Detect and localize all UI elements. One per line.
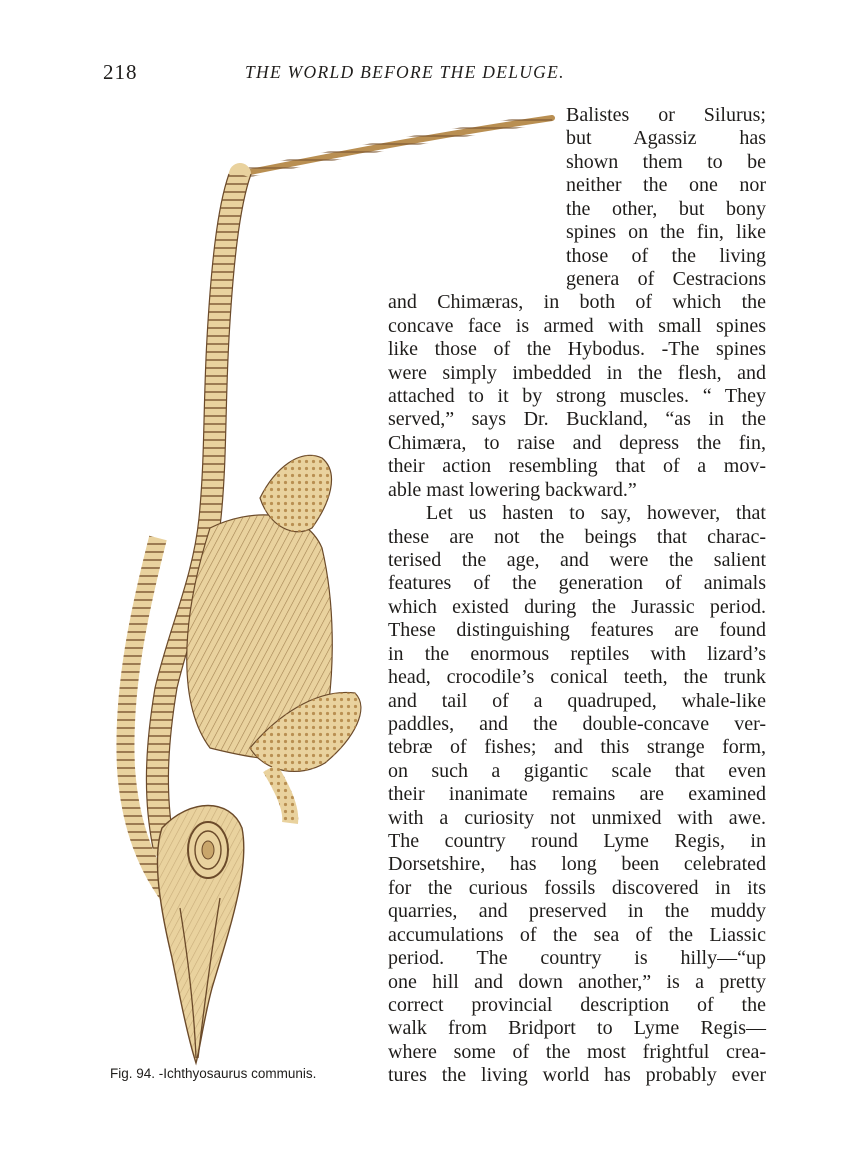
- text-line: those of the living: [566, 244, 766, 267]
- text-line: Balistes or Silurus;: [566, 104, 766, 126]
- text-line: one hill and down another,” is a pretty: [388, 970, 766, 993]
- text-line: spines on the fin, like: [566, 221, 766, 244]
- text-line: with a curiosity not unmixed with awe.: [388, 806, 766, 829]
- text-line: Dorsetshire, has long been celebrated: [388, 853, 766, 876]
- text-line: their inanimate remains are examined: [388, 783, 766, 806]
- text-line: the other, but bony: [566, 197, 766, 220]
- text-line: Let us hasten to say, however, that: [426, 502, 766, 525]
- text-line: Chimæra, to raise and depress the fin,: [388, 431, 766, 454]
- text-line: period. The country is hilly—“up: [388, 947, 766, 970]
- text-line: where some of the most frightful crea-: [388, 1040, 766, 1063]
- text-line: tures the living world has probably ever: [388, 1064, 766, 1087]
- text-line: The country round Lyme Regis, in: [388, 830, 766, 853]
- text-line: in the enormous reptiles with lizard’s: [388, 642, 766, 665]
- page-number: 218: [103, 60, 138, 84]
- text-line: These distinguishing features are found: [388, 619, 766, 642]
- text-line: like those of the Hybodus. -The spines: [388, 338, 766, 361]
- text-line: head, crocodile’s conical teeth, the trunk: [388, 666, 766, 689]
- text-line: tebræ of fishes; and this strange form,: [388, 736, 766, 759]
- text-line: correct provincial description of the: [388, 993, 766, 1016]
- text-line: for the curious fossils discovered in its: [388, 876, 766, 899]
- text-line: features of the generation of animals: [388, 572, 766, 595]
- text-line: neither the one nor: [566, 174, 766, 197]
- text-line: accumulations of the sea of the Liassic: [388, 923, 766, 946]
- text-line: on such a gigantic scale that even: [388, 759, 766, 782]
- text-line: attached to it by strong muscles. “ They: [388, 385, 766, 408]
- text-line: and Chimæras, in both of which the: [388, 291, 766, 314]
- text-line: walk from Bridport to Lyme Regis—: [388, 1017, 766, 1040]
- figure-caption: Fig. 94. -Ichthyosaurus communis.: [110, 1066, 317, 1081]
- text-line: terised the age, and were the salient: [388, 548, 766, 571]
- text-line: served,” says Dr. Buckland, “as in the: [388, 408, 766, 431]
- text-line: quarries, and preserved in the muddy: [388, 900, 766, 923]
- text-line: genera of Cestracions: [566, 267, 766, 290]
- text-line: were simply imbedded in the flesh, and: [388, 361, 766, 384]
- text-line: which existed during the Jurassic period.: [388, 595, 766, 618]
- text-line: these are not the beings that charac-: [388, 525, 766, 548]
- text-line: but Agassiz has: [566, 127, 766, 150]
- text-line: shown them to be: [566, 150, 766, 173]
- running-title: THE WORLD BEFORE THE DELUGE.: [245, 62, 565, 82]
- text-line: their action resembling that of a mov-: [388, 455, 766, 478]
- text-line: paddles, and the double-concave ver-: [388, 712, 766, 735]
- text-line: and tail of a quadruped, whale-like: [388, 689, 766, 712]
- text-line: concave face is armed with small spines: [388, 314, 766, 337]
- text-line: able mast lowering backward.”: [388, 478, 637, 501]
